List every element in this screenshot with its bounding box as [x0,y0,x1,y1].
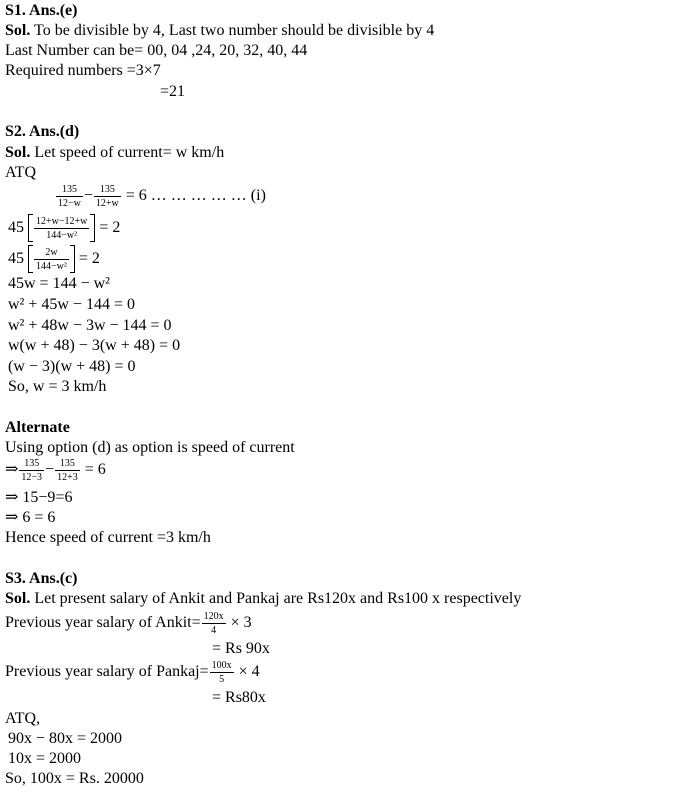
s2-line-9: So, w = 3 km/h [8,378,107,395]
sol-text: Let speed of current= w km/h [30,144,225,161]
s2-solution-line [5,143,224,163]
sol-label: Sol. [5,590,31,607]
s2-equation-2: 45 $\frac{12+w-12+w}{\text{144−w²}}$ = 2 [8,215,121,241]
s2-line-7: w(w + 48) − 3(w + 48) = 0 [8,337,181,354]
sol-label: Sol. [5,144,31,161]
alternate-line-3: ⇒ 15−9=6 [5,489,73,506]
fraction: $\frac{135}{12-w}$ [58,183,81,209]
s1-line-3: Required numbers =3×7 [5,62,161,79]
fraction: $\frac{135}{12+w}$ [95,183,119,209]
s3-atq: ATQ, [5,710,41,727]
s2-equation-1: $\frac{135}{12-w}$ − $\frac{135}{12+w}$ = 6 … … … … … (i) [58,183,266,209]
fraction: $\frac{100x}{5}$ [211,659,232,685]
s2-equation-3: 45 $\frac{2w}{\text{144−w²}}$ = 2 [8,246,100,272]
s3-pankaj-value: = Rs80x [212,689,266,706]
alternate-heading: Alternate [5,419,70,436]
s3-line-3: So, 100x = Rs. 20000 [5,770,144,787]
s3-prev-ankit: Previous year salary of Ankit= $\frac{120x}{4}$ × 3 [5,610,252,636]
s2-line-5: w² + 45w − 144 = 0 [8,296,135,313]
s3-heading: S3. Ans.(c) [5,570,78,587]
s2-line-8: (w − 3)(w + 48) = 0 [8,358,136,375]
alternate-line-5: Hence speed of current =3 km/h [5,529,211,546]
s1-line-4: =21 [160,83,186,100]
fraction: $\frac{120x}{4}$ [203,610,224,636]
fraction: $\frac{135}{12+3}$ [57,457,78,483]
sol-text: To be divisible by 4, Last two number should be divisible by 4 [30,22,435,39]
s3-prev-pankaj: Previous year salary of Pankaj= $\frac{100x}{5}$ × 4 [5,659,260,685]
sol-text: Let present salary of Ankit and Pankaj are Rs120x and Rs100 x respectively [30,590,522,607]
s2-heading: S2. Ans.(d) [5,123,80,140]
sol-label: Sol. [5,22,31,39]
s3-line-1: 90x − 80x = 2000 [8,730,123,747]
alternate-line-4: ⇒ 6 = 6 [5,509,56,526]
s3-line-2: 10x = 2000 [8,750,82,767]
s1-solution-line [5,21,434,41]
s1-line-2: Last Number can be= 00, 04 ,24, 20, 32, 40, 44 [5,42,308,59]
alternate-line-2: ⇒ $\frac{135}{12-3}$ − $\frac{135}{12+3}$ = 6 [5,457,106,483]
fraction: $\frac{135}{12-3}$ [21,457,43,483]
s2-line-4: 45w = 144 − w² [8,275,110,292]
s3-solution-line [5,589,521,609]
s2-line-6: w² + 48w − 3w − 144 = 0 [8,317,172,334]
alternate-line-1: Using option (d) as option is speed of current [5,439,295,456]
s2-atq: ATQ [5,164,37,181]
fraction: $\frac{2w}{\text{144−w²}}$ [36,246,67,272]
s3-ankit-value: = Rs 90x [212,640,270,657]
fraction: $\frac{12+w-12+w}{\text{144−w²}}$ [36,215,88,241]
s1-heading: S1. Ans.(e) [5,2,78,19]
